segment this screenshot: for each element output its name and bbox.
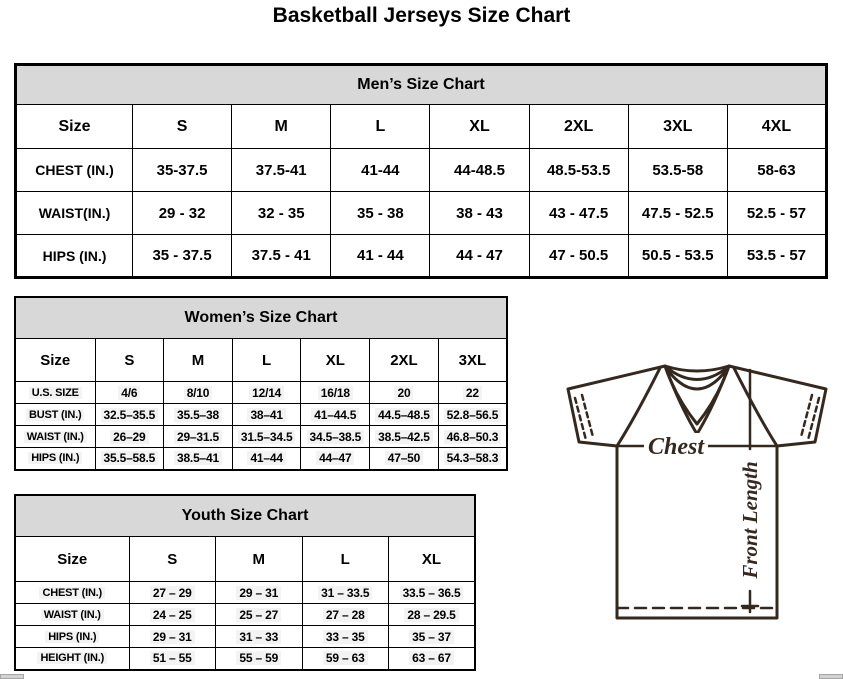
- right-armhole-seam: [734, 368, 777, 446]
- size-value-cell: 43 - 47.5: [529, 192, 628, 235]
- size-value-cell: 32.5–35.5: [95, 404, 164, 426]
- size-value-cell: 38–41: [232, 404, 301, 426]
- size-value-cell: 55 – 59: [216, 648, 303, 670]
- size-value-cell: 37.5 - 41: [232, 235, 331, 278]
- column-header: L: [302, 537, 389, 582]
- row-label: HIPS (IN.): [16, 235, 133, 278]
- table-title: Women’s Size Chart: [15, 297, 507, 339]
- size-value-cell: 29–31.5: [164, 426, 233, 448]
- size-value-cell: 31 – 33.5: [302, 582, 389, 604]
- size-value-cell: 16/18: [301, 382, 370, 404]
- column-header: S: [95, 339, 164, 382]
- size-value-cell: 44-48.5: [430, 149, 529, 192]
- column-header: XL: [430, 105, 529, 149]
- column-header: S: [133, 105, 232, 149]
- table-row: [15, 582, 475, 604]
- column-header: M: [216, 537, 303, 582]
- size-value-cell: 63 – 67: [389, 648, 476, 670]
- size-value-cell: 29 - 32: [133, 192, 232, 235]
- size-value-cell: 35.5–38: [164, 404, 233, 426]
- size-value-cell: 47–50: [370, 448, 439, 470]
- size-value-cell: 35 - 38: [331, 192, 430, 235]
- size-value-cell: 24 – 25: [129, 604, 216, 626]
- row-label: WAIST (IN.): [15, 426, 95, 448]
- table-row: [16, 235, 827, 278]
- column-header: 2XL: [529, 105, 628, 149]
- size-value-cell: 53.5 - 57: [727, 235, 826, 278]
- column-header: M: [164, 339, 233, 382]
- size-value-cell: 47.5 - 52.5: [628, 192, 727, 235]
- size-value-cell: 8/10: [164, 382, 233, 404]
- size-value-cell: 29 – 31: [129, 626, 216, 648]
- row-label: WAIST (IN.): [15, 604, 129, 626]
- size-value-cell: 27 – 29: [129, 582, 216, 604]
- size-value-cell: 38.5–41: [164, 448, 233, 470]
- size-value-cell: 51 – 55: [129, 648, 216, 670]
- size-value-cell: 33.5 – 36.5: [389, 582, 476, 604]
- size-value-cell: 52.5 - 57: [727, 192, 826, 235]
- size-value-cell: 37.5-41: [232, 149, 331, 192]
- size-value-cell: 12/14: [232, 382, 301, 404]
- column-header: 4XL: [727, 105, 826, 149]
- size-value-cell: 54.3–58.3: [438, 448, 507, 470]
- size-value-cell: 35 – 37: [389, 626, 476, 648]
- size-value-cell: 29 – 31: [216, 582, 303, 604]
- size-value-cell: 44.5–48.5: [370, 404, 439, 426]
- row-label: HIPS (IN.): [15, 448, 95, 470]
- size-value-cell: 46.8–50.3: [438, 426, 507, 448]
- size-value-cell: 33 – 35: [302, 626, 389, 648]
- size-value-cell: 59 – 63: [302, 648, 389, 670]
- row-label: WAIST(IN.): [16, 192, 133, 235]
- jersey-diagram-svg: [560, 354, 842, 626]
- size-value-cell: 35.5–58.5: [95, 448, 164, 470]
- row-label: U.S. SIZE: [15, 382, 95, 404]
- size-value-cell: 50.5 - 53.5: [628, 235, 727, 278]
- row-label: HEIGHT (IN.): [15, 648, 129, 670]
- page-title: Basketball Jerseys Size Chart: [272, 4, 571, 27]
- youth-size-table: [14, 494, 476, 671]
- size-value-cell: 35 - 37.5: [133, 235, 232, 278]
- size-value-cell: 38 - 43: [430, 192, 529, 235]
- table-row: [15, 382, 507, 404]
- table-title: Youth Size Chart: [15, 495, 475, 537]
- womens-size-table: [14, 296, 508, 471]
- size-value-cell: 34.5–38.5: [301, 426, 370, 448]
- column-header: XL: [389, 537, 476, 582]
- size-value-cell: 35-37.5: [133, 149, 232, 192]
- table-row: [15, 448, 507, 470]
- size-value-cell: 32 - 35: [232, 192, 331, 235]
- column-header: Size: [16, 105, 133, 149]
- womens-size-table-section: [14, 296, 508, 471]
- jersey-measurement-diagram: [560, 354, 842, 626]
- horizontal-scrollbar-right-piece[interactable]: [819, 674, 843, 679]
- mens-size-table-section: [14, 63, 828, 279]
- column-header: M: [232, 105, 331, 149]
- size-value-cell: 25 – 27: [216, 604, 303, 626]
- row-label: CHEST (IN.): [16, 149, 133, 192]
- size-value-cell: 44 - 47: [430, 235, 529, 278]
- table-row: [16, 149, 827, 192]
- size-value-cell: 41–44.5: [301, 404, 370, 426]
- front-length-label: Front Length: [738, 461, 762, 579]
- column-header: L: [331, 105, 430, 149]
- size-value-cell: 47 - 50.5: [529, 235, 628, 278]
- size-value-cell: 44–47: [301, 448, 370, 470]
- size-value-cell: 41–44: [232, 448, 301, 470]
- size-value-cell: 52.8–56.5: [438, 404, 507, 426]
- size-value-cell: 41-44: [331, 149, 430, 192]
- table-row: [15, 648, 475, 670]
- size-value-cell: 31.5–34.5: [232, 426, 301, 448]
- row-label: BUST (IN.): [15, 404, 95, 426]
- size-value-cell: 31 – 33: [216, 626, 303, 648]
- column-header: S: [129, 537, 216, 582]
- horizontal-scrollbar-left-piece[interactable]: [0, 674, 24, 679]
- row-label: HIPS (IN.): [15, 626, 129, 648]
- size-value-cell: 27 – 28: [302, 604, 389, 626]
- column-header: 2XL: [370, 339, 439, 382]
- size-value-cell: 20: [370, 382, 439, 404]
- column-header: 3XL: [628, 105, 727, 149]
- chest-label: Chest: [647, 434, 705, 460]
- size-value-cell: 26–29: [95, 426, 164, 448]
- table-row: [15, 604, 475, 626]
- size-value-cell: 53.5-58: [628, 149, 727, 192]
- column-header: 3XL: [438, 339, 507, 382]
- size-value-cell: 22: [438, 382, 507, 404]
- column-header: XL: [301, 339, 370, 382]
- size-value-cell: 4/6: [95, 382, 164, 404]
- youth-size-table-section: [14, 494, 476, 671]
- size-value-cell: 41 - 44: [331, 235, 430, 278]
- column-header: Size: [15, 339, 95, 382]
- table-row: [15, 404, 507, 426]
- jersey-outline: [568, 366, 826, 618]
- table-row: [16, 192, 827, 235]
- column-header: Size: [15, 537, 129, 582]
- table-row: [15, 426, 507, 448]
- size-value-cell: 58-63: [727, 149, 826, 192]
- mens-size-table: [14, 63, 828, 279]
- column-header: L: [232, 339, 301, 382]
- size-value-cell: 38.5–42.5: [370, 426, 439, 448]
- size-value-cell: 28 – 29.5: [389, 604, 476, 626]
- table-title: Men’s Size Chart: [16, 65, 827, 105]
- table-row: [15, 626, 475, 648]
- size-value-cell: 48.5-53.5: [529, 149, 628, 192]
- row-label: CHEST (IN.): [15, 582, 129, 604]
